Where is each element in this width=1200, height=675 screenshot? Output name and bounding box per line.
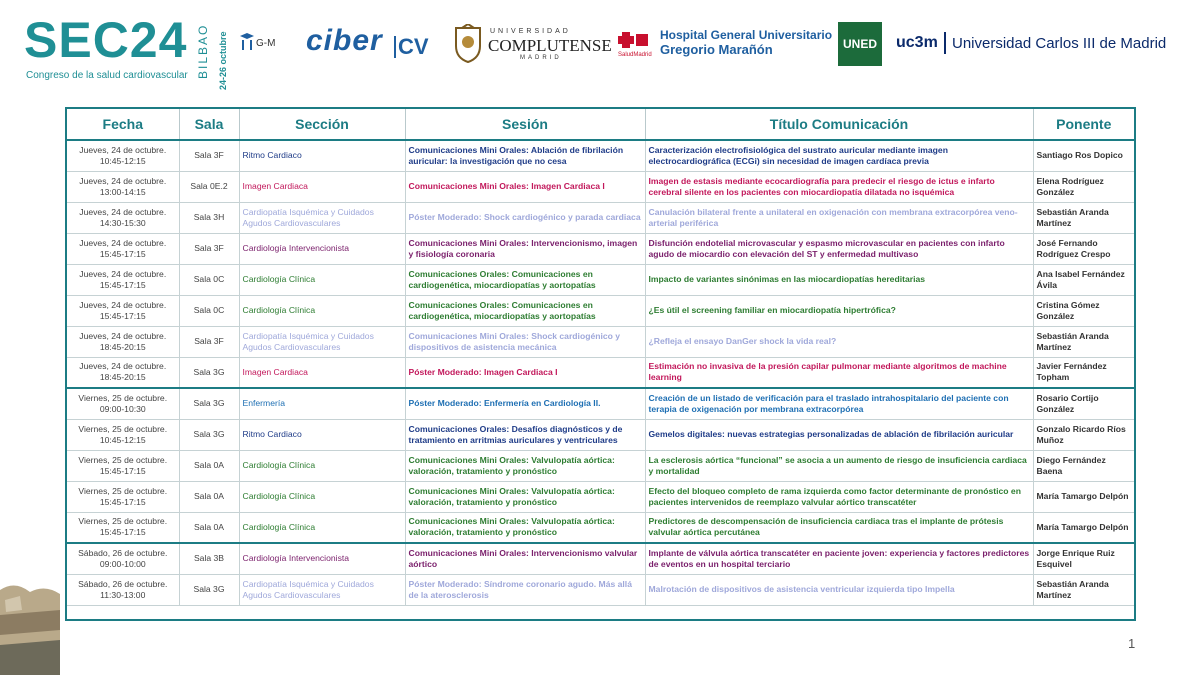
table-row [67,512,1134,543]
ucm-name: COMPLUTENSE [488,36,612,55]
cell-sesion: Comunicaciones Mini Orales: Shock cardiogénico y dispositivos de asistencia mecánica [405,326,645,357]
table-row [67,140,1134,171]
cell-ponente: Sebastián Aranda Martínez [1033,326,1134,357]
sec24-brand: SEC24 [24,12,188,68]
cell-fecha: Jueves, 24 de octubre. 18:45-20:15 [67,357,179,388]
uc3m-name: Universidad Carlos III de Madrid [952,35,1167,52]
cell-sala: Sala 3F [179,326,239,357]
cell-sala: Sala 3G [179,388,239,419]
page-number: 1 [1128,636,1136,651]
cell-sesion: Póster Moderado: Síndrome coronario agudo. Más allá de la aterosclerosis [405,574,645,605]
cell-ponente: Rosario Cortijo González [1033,388,1134,419]
cell-sesion: Póster Moderado: Shock cardiogénico y parada cardiaca [405,202,645,233]
table-row [67,357,1134,388]
cell-fecha: Viernes, 25 de octubre. 15:45-17:15 [67,512,179,543]
cell-ponente: María Tamargo Delpón [1033,481,1134,512]
schedule-grid [67,109,1134,606]
cell-ponente: María Tamargo Delpón [1033,512,1134,543]
cell-sala: Sala 3H [179,202,239,233]
cell-sala: Sala 3G [179,574,239,605]
header-sesion: Sesión [405,109,645,140]
uc3m-logo: uc3m [896,34,938,51]
cell-sala: Sala 3G [179,357,239,388]
cell-fecha: Sábado, 26 de octubre. 11:30-13:00 [67,574,179,605]
sec24-logo [24,12,244,90]
cell-seccion: Cardiopatía Isquémica y Cuidados Agudos Cardiovasculares [239,202,405,233]
gm-logo-text: G-M [256,38,276,49]
cell-seccion: Cardiopatía Isquémica y Cuidados Agudos Cardiovasculares [239,574,405,605]
hgm-title2: Gregorio Marañón [660,42,773,57]
cell-titulo: Disfunción endotelial microvascular y espasmo microvascular en pacientes con infarto agudo de miocardio con elevación del ST y enfermedad multivaso [645,233,1033,264]
table-row [67,264,1134,295]
cell-sala: Sala 3F [179,140,239,171]
table-row [67,295,1134,326]
cell-sesion: Póster Moderado: Imagen Cardiaca I [405,357,645,388]
sec24-subtitle: Congreso de la salud cardiovascular [26,70,188,81]
table-row [67,388,1134,419]
cell-sesion: Póster Moderado: Enfermería en Cardiología II. [405,388,645,419]
cell-fecha: Sábado, 26 de octubre. 09:00-10:00 [67,543,179,574]
header-ponente: Ponente [1033,109,1134,140]
cell-sesion: Comunicaciones Mini Orales: Valvulopatía aórtica: valoración, tratamiento y pronóstico [405,512,645,543]
cell-titulo: ¿Refleja el ensayo DanGer shock la vida real? [645,326,1033,357]
cell-sesion: Comunicaciones Orales: Comunicaciones en cardiogenética, miocardiopatías y aortopatías [405,295,645,326]
cell-ponente: Sebastián Aranda Martínez [1033,574,1134,605]
cell-titulo: Gemelos digitales: nuevas estrategias personalizadas de ablación de fibrilación auricular [645,419,1033,450]
cell-ponente: José Fernando Rodríguez Crespo [1033,233,1134,264]
cell-titulo: Efecto del bloqueo completo de rama izquierda como factor determinante de pronóstico en pacientes intervenidos de reemplazo valvular aórtico transcatéter [645,481,1033,512]
table-row [67,419,1134,450]
cell-fecha: Jueves, 24 de octubre. 15:45-17:15 [67,233,179,264]
cell-sesion: Comunicaciones Mini Orales: Intervencionismo valvular aórtico [405,543,645,574]
cell-fecha: Viernes, 25 de octubre. 10:45-12:15 [67,419,179,450]
cell-sesion: Comunicaciones Orales: Comunicaciones en cardiogenética, miocardiopatías y aortopatías [405,264,645,295]
cell-titulo: Impacto de variantes sinónimas en las miocardiopatías hereditarias [645,264,1033,295]
cell-fecha: Jueves, 24 de octubre. 10:45-12:15 [67,140,179,171]
ciber-divider [394,36,396,58]
cell-sala: Sala 3G [179,419,239,450]
cell-titulo: Creación de un listado de verificación para el traslado intrahospitalario del paciente con terapia de oxigenación por membrana extracorpórea [645,388,1033,419]
cell-seccion: Cardiología Clínica [239,264,405,295]
cell-seccion: Cardiología Clínica [239,450,405,481]
cell-fecha: Jueves, 24 de octubre. 13:00-14:15 [67,171,179,202]
table-header-row [67,109,1134,140]
cell-sesion: Comunicaciones Mini Orales: Valvulopatía aórtica: valoración, tratamiento y pronóstico [405,450,645,481]
cell-titulo: Caracterización electrofisiológica del sustrato auricular mediante imagen electrocardiográfica (ECGi) sin necesidad de imagen cardíaca previa [645,140,1033,171]
cell-titulo: Canulación bilateral frente a unilateral en oxigenación con membrana extracorpórea veno-arterial periférica [645,202,1033,233]
cell-titulo: Malrotación de dispositivos de asistencia ventricular izquierda tipo Impella [645,574,1033,605]
cell-seccion: Cardiología Intervencionista [239,233,405,264]
cell-titulo: Implante de válvula aórtica transcatéter en paciente joven: experiencia y factores predictores de eventos en un hospital terciario [645,543,1033,574]
cell-sala: Sala 0A [179,481,239,512]
cell-ponente: Sebastián Aranda Martínez [1033,202,1134,233]
cell-ponente: Diego Fernández Baena [1033,450,1134,481]
cell-sala: Sala 3B [179,543,239,574]
gm-emblem-icon [238,32,256,54]
cell-sesion: Comunicaciones Orales: Desafíos diagnósticos y de tratamiento en arritmias auriculares y ventriculares [405,419,645,450]
header-sala: Sala [179,109,239,140]
sec24-dates: 24-26 octubre [218,31,228,90]
cell-ponente: Cristina Gómez González [1033,295,1134,326]
cell-sala: Sala 0C [179,295,239,326]
cell-seccion: Cardiología Clínica [239,512,405,543]
schedule-table [65,107,1136,621]
cell-sala: Sala 0E.2 [179,171,239,202]
cell-ponente: Jorge Enrique Ruiz Esquivel [1033,543,1134,574]
cell-sesion: Comunicaciones Mini Orales: Imagen Cardiaca I [405,171,645,202]
uned-logo: UNED [838,22,882,66]
cell-fecha: Jueves, 24 de octubre. 14:30-15:30 [67,202,179,233]
cell-fecha: Viernes, 25 de octubre. 15:45-17:15 [67,481,179,512]
ucm-city: MADRID [520,55,562,61]
cell-ponente: Elena Rodríguez González [1033,171,1134,202]
table-row [67,171,1134,202]
table-row [67,450,1134,481]
header-fecha: Fecha [67,109,179,140]
table-row [67,202,1134,233]
cell-seccion: Cardiología Clínica [239,295,405,326]
cell-titulo: ¿Es útil el screening familiar en miocardiopatía hipertrófica? [645,295,1033,326]
cell-sesion: Comunicaciones Mini Orales: Intervencionismo, imagen y fisiología coronaria [405,233,645,264]
cell-sala: Sala 0A [179,450,239,481]
gm-logo [238,32,294,58]
table-row [67,481,1134,512]
ciber-logo: ciber [306,24,383,57]
cell-titulo: Imagen de estasis mediante ecocardiografía para predecir el riesgo de ictus e infarto cerebral silente en los pacientes con miocardiopatía dilatada no isquémica [645,171,1033,202]
cell-sala: Sala 0A [179,512,239,543]
cell-fecha: Viernes, 25 de octubre. 09:00-10:30 [67,388,179,419]
cell-fecha: Viernes, 25 de octubre. 15:45-17:15 [67,450,179,481]
cell-sesion: Comunicaciones Mini Orales: Ablación de fibrilación auricular: la investigación que no cesa [405,140,645,171]
cell-fecha: Jueves, 24 de octubre. 18:45-20:15 [67,326,179,357]
hgm-small-text: SaludMadrid [618,52,652,58]
ucm-crest-icon [452,24,484,64]
cell-seccion: Cardiología Clínica [239,481,405,512]
table-row [67,233,1134,264]
cell-titulo: Predictores de descompensación de insuficiencia cardiaca tras el implante de prótesis valvular aórtica percutánea [645,512,1033,543]
hgm-cross-icon [618,30,650,50]
cell-ponente: Gonzalo Ricardo Ríos Muñoz [1033,419,1134,450]
cell-seccion: Cardiopatía Isquémica y Cuidados Agudos Cardiovasculares [239,326,405,357]
cell-ponente: Santiago Ros Dopico [1033,140,1134,171]
hgm-title: Hospital General Universitario [660,28,833,42]
cell-sala: Sala 3F [179,233,239,264]
cell-sesion: Comunicaciones Mini Orales: Valvulopatía aórtica: valoración, tratamiento y pronóstico [405,481,645,512]
cell-fecha: Jueves, 24 de octubre. 15:45-17:15 [67,264,179,295]
cell-seccion: Ritmo Cardiaco [239,140,405,171]
cell-seccion: Ritmo Cardiaco [239,419,405,450]
table-row [67,543,1134,574]
cell-fecha: Jueves, 24 de octubre. 15:45-17:15 [67,295,179,326]
cell-titulo: Estimación no invasiva de la presión capilar pulmonar mediante algoritmos de machine learning [645,357,1033,388]
cv-logo: CV [398,34,429,59]
header-titulo: Título Comunicación [645,109,1033,140]
cell-ponente: Ana Isabel Fernández Ávila [1033,264,1134,295]
cell-seccion: Imagen Cardiaca [239,357,405,388]
cell-seccion: Enfermería [239,388,405,419]
cell-seccion: Imagen Cardiaca [239,171,405,202]
uc3m-divider [944,32,946,54]
table-row [67,326,1134,357]
cell-ponente: Javier Fernández Topham [1033,357,1134,388]
cell-sala: Sala 0C [179,264,239,295]
table-row [67,574,1134,605]
header-logos [0,0,1200,95]
bilbao-photo [0,560,60,675]
cell-seccion: Cardiología Intervencionista [239,543,405,574]
sec24-city: BILBAO [196,23,210,79]
ucm-top-text: UNIVERSIDAD [490,28,571,35]
header-seccion: Sección [239,109,405,140]
cell-titulo: La esclerosis aórtica “funcional” se asocia a un aumento de riesgo de insuficiencia cardiaca y mortalidad [645,450,1033,481]
